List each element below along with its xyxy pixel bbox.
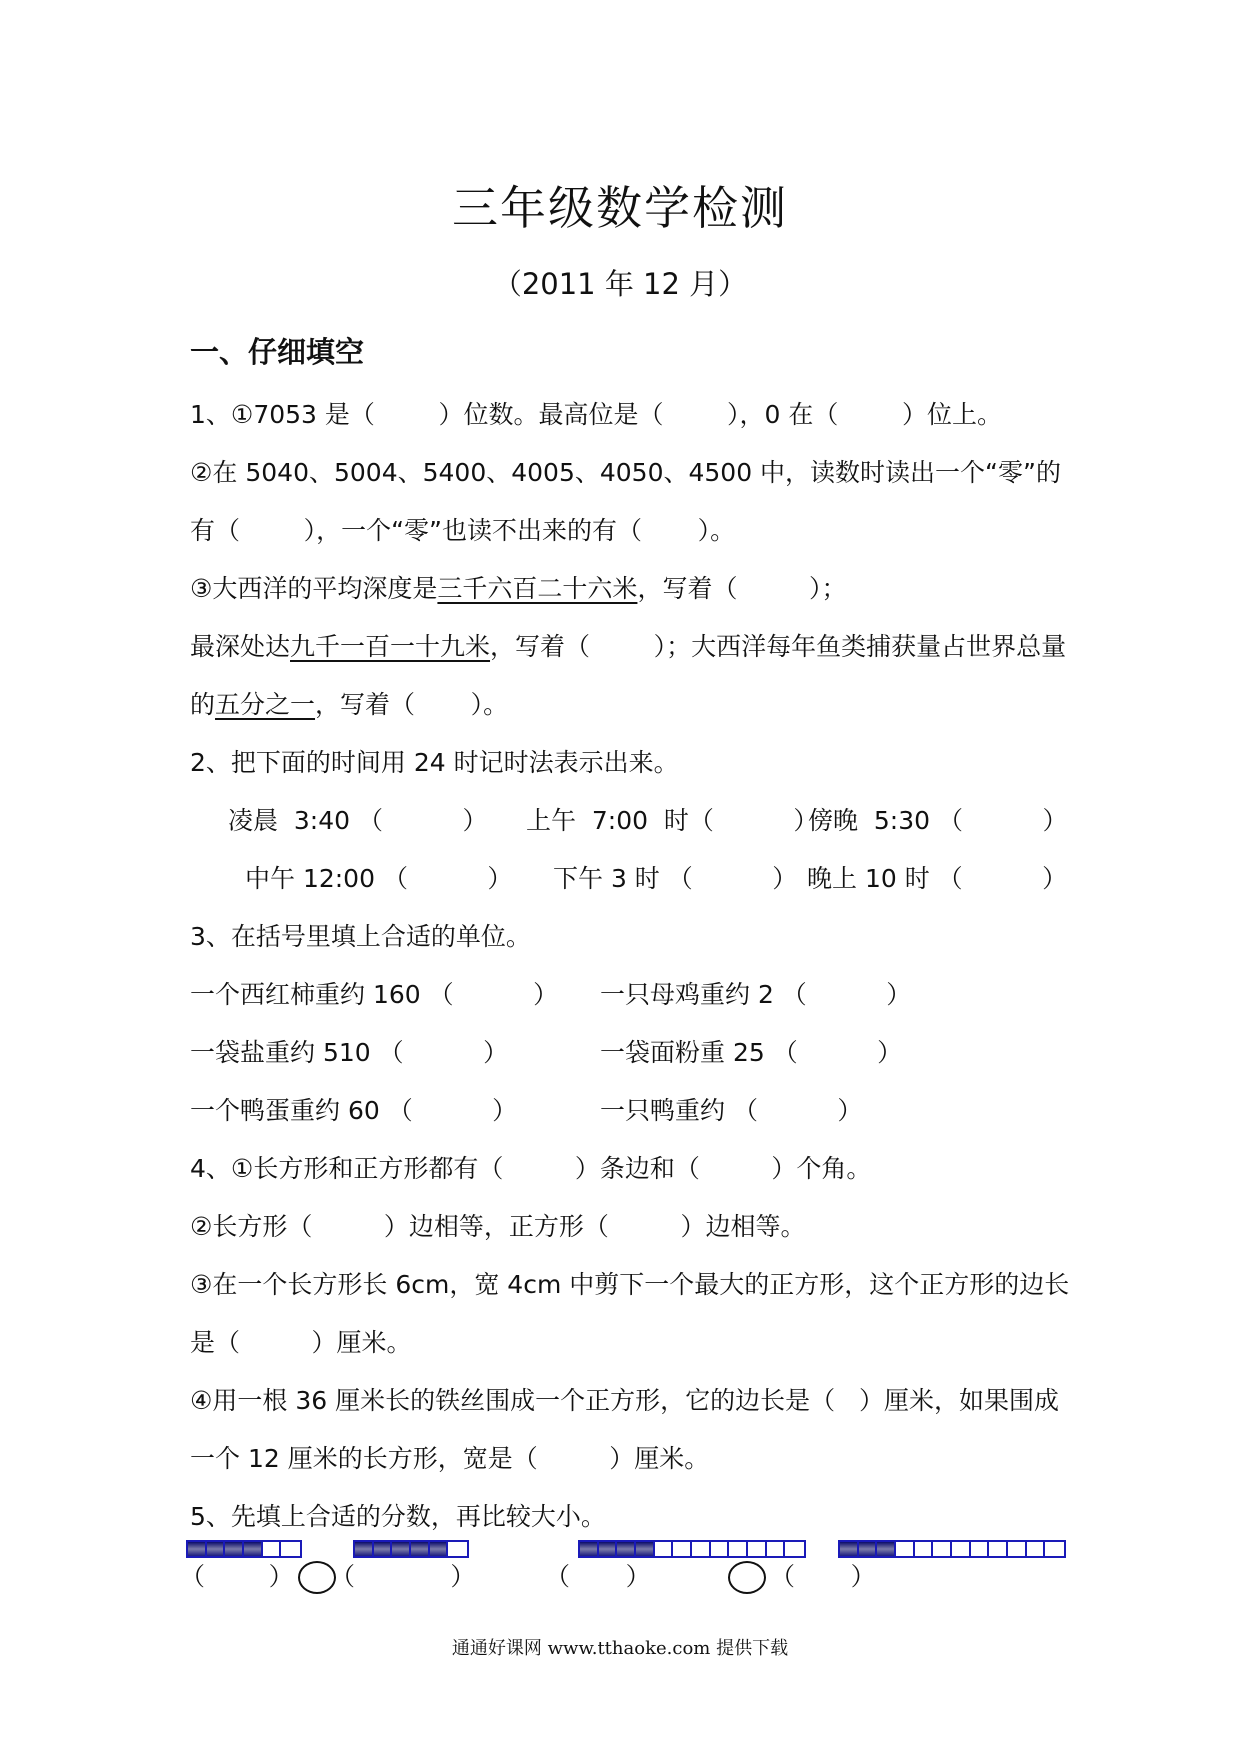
q2-title: 2、把下面的时间用 24 时记时法表示出来。 bbox=[190, 748, 679, 777]
q3-item-1: 一个西红柿重约 160 （ ） bbox=[190, 980, 559, 1009]
q1-e-pre: 最深处达 bbox=[190, 632, 291, 661]
q1-d-pre: ③大西洋的平均深度是 bbox=[190, 574, 438, 603]
fraction-bar bbox=[186, 1540, 302, 1558]
fraction-bar bbox=[578, 1540, 806, 1558]
bar-cell-filled bbox=[188, 1542, 207, 1556]
q1-line-b: ②在 5040、5004、5400、4005、4050、4500 中，读数时读出一个“零”的 bbox=[190, 458, 1061, 487]
q1-line-c: 有（ ），一个“零”也读不出来的有（ ）。 bbox=[190, 516, 736, 545]
q4-line-e: ④用一根 36 厘米长的铁丝围成一个正方形，它的边长是（ ）厘米，如果围成 bbox=[190, 1386, 1059, 1415]
q1-f-underlined: 五分之一 bbox=[215, 690, 316, 719]
q4-line-b: ②长方形（ ）边相等，正方形（ ）边相等。 bbox=[190, 1212, 806, 1241]
compare-circle bbox=[728, 1561, 766, 1594]
fraction-bar bbox=[353, 1540, 469, 1558]
answer-blank-3: （ ） bbox=[545, 1562, 651, 1591]
bar-cell-filled bbox=[430, 1542, 449, 1556]
q4-line-f: 一个 12 厘米的长方形，宽是（ ）厘米。 bbox=[190, 1444, 710, 1473]
q2-item-3: 傍晚 5:30 （ ） bbox=[808, 806, 1068, 835]
bar-cell-empty bbox=[281, 1542, 300, 1556]
q2-item-4: 中午 12:00 （ ） bbox=[245, 864, 513, 893]
bar-cell-filled bbox=[859, 1542, 878, 1556]
q1-e-post: ，写着（ ）；大西洋每年鱼类捕获量占世界总量 bbox=[490, 632, 1067, 661]
q2-item-1: 凌晨 3:40 （ ） bbox=[228, 806, 488, 835]
q1-line-e bbox=[190, 630, 1066, 664]
q4-line-d: 是（ ）厘米。 bbox=[190, 1328, 412, 1357]
q1-d-post: ，写着（ ）； bbox=[637, 574, 847, 603]
q1-e-underlined: 九千一百一十九米 bbox=[290, 632, 491, 661]
q1-f-pre: 的 bbox=[190, 690, 216, 719]
bar-cell-filled bbox=[207, 1542, 226, 1556]
q4-line-c: ③在一个长方形长 6cm，宽 4cm 中剪下一个最大的正方形，这个正方形的边长 bbox=[190, 1270, 1070, 1299]
footer-credit: 通通好课网 www.tthaoke.com 提供下载 bbox=[451, 1638, 789, 1659]
bar-cell-empty bbox=[692, 1542, 711, 1556]
bar-cell-empty bbox=[785, 1542, 804, 1556]
bar-cell-empty bbox=[915, 1542, 934, 1556]
q3-item-4: 一袋面粉重 25 （ ） bbox=[600, 1038, 903, 1067]
bar-cell-filled bbox=[599, 1542, 618, 1556]
bar-cell-filled bbox=[225, 1542, 244, 1556]
q1-f-post: ，写着（ ）。 bbox=[315, 690, 509, 719]
answer-blank-4: （ ） bbox=[770, 1562, 876, 1591]
bar-cell-filled bbox=[580, 1542, 599, 1556]
bar-cell-empty bbox=[896, 1542, 915, 1556]
bar-cell-empty bbox=[748, 1542, 767, 1556]
answer-blank-1: （ ） bbox=[180, 1562, 294, 1591]
q3-item-2: 一只母鸡重约 2 （ ） bbox=[600, 980, 912, 1009]
section-heading: 一、仔细填空 bbox=[190, 335, 365, 369]
q1-line-a: 1、①7053 是（ ）位数。最高位是（ ），0 在（ ）位上。 bbox=[190, 400, 1002, 429]
q3-item-3: 一袋盐重约 510 （ ） bbox=[190, 1038, 509, 1067]
bar-cell-empty bbox=[971, 1542, 990, 1556]
bar-cell-empty bbox=[673, 1542, 692, 1556]
bar-cell-filled bbox=[636, 1542, 655, 1556]
q2-item-5: 下午 3 时 （ ） bbox=[553, 864, 798, 893]
bar-cell-empty bbox=[655, 1542, 674, 1556]
bar-cell-filled bbox=[244, 1542, 263, 1556]
bar-cell-empty bbox=[1045, 1542, 1064, 1556]
q1-line-f bbox=[190, 688, 508, 722]
q4-line-a: 4、①长方形和正方形都有（ ）条边和（ ）个角。 bbox=[190, 1154, 872, 1183]
bar-cell-empty bbox=[952, 1542, 971, 1556]
bar-cell-filled bbox=[392, 1542, 411, 1556]
q1-line-d bbox=[190, 572, 846, 606]
q2-item-2: 上午 7:00 时（ ） bbox=[526, 806, 819, 835]
q3-item-6: 一只鸭重约 （ ） bbox=[600, 1096, 863, 1125]
bar-cell-filled bbox=[374, 1542, 393, 1556]
bar-cell-filled bbox=[355, 1542, 374, 1556]
bar-cell-empty bbox=[263, 1542, 282, 1556]
q2-item-6: 晚上 10 时 （ ） bbox=[807, 864, 1068, 893]
bar-cell-empty bbox=[1027, 1542, 1046, 1556]
bar-cell-filled bbox=[617, 1542, 636, 1556]
q3-title: 3、在括号里填上合适的单位。 bbox=[190, 922, 531, 951]
q5-title: 5、先填上合适的分数，再比较大小。 bbox=[190, 1502, 606, 1531]
bar-cell-empty bbox=[729, 1542, 748, 1556]
bar-cell-filled bbox=[877, 1542, 896, 1556]
page-title: 三年级数学检测 bbox=[452, 181, 788, 235]
bar-cell-filled bbox=[840, 1542, 859, 1556]
bar-cell-empty bbox=[989, 1542, 1008, 1556]
bar-cell-empty bbox=[1008, 1542, 1027, 1556]
q3-item-5: 一个鸭蛋重约 60 （ ） bbox=[190, 1096, 518, 1125]
fraction-bar bbox=[838, 1540, 1066, 1558]
page-subtitle: （2011 年 12 月） bbox=[492, 267, 748, 301]
bar-cell-empty bbox=[448, 1542, 467, 1556]
bar-cell-empty bbox=[767, 1542, 786, 1556]
bar-cell-empty bbox=[933, 1542, 952, 1556]
bar-cell-filled bbox=[411, 1542, 430, 1556]
bar-cell-empty bbox=[711, 1542, 730, 1556]
answer-blank-2: （ ） bbox=[330, 1562, 476, 1591]
q1-d-underlined: 三千六百二十六米 bbox=[437, 574, 638, 603]
